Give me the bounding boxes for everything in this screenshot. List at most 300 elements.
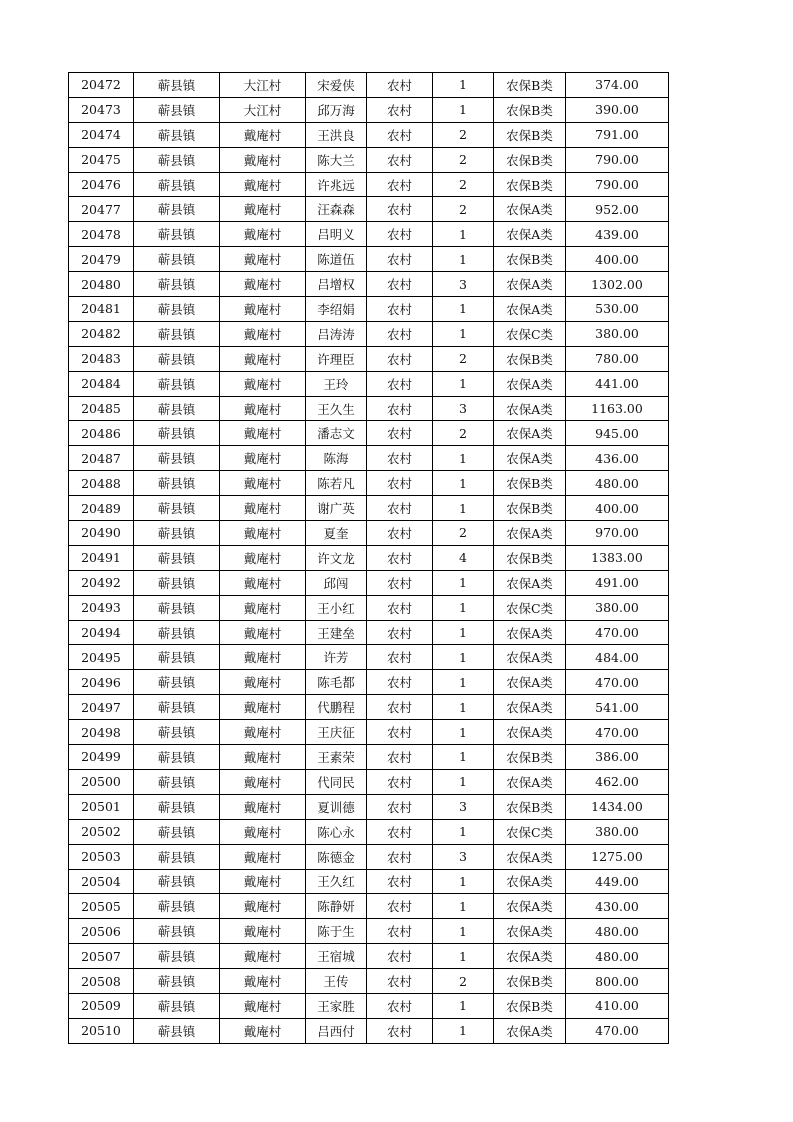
town-cell: 蕲县镇 <box>134 570 220 595</box>
family-size-cell: 1 <box>433 869 494 894</box>
village-cell: 戴庵村 <box>220 371 306 396</box>
record-id-cell: 20507 <box>69 944 134 969</box>
town-cell: 蕲县镇 <box>134 297 220 322</box>
household-type-cell: 农村 <box>367 496 433 521</box>
household-type-cell: 农村 <box>367 670 433 695</box>
village-cell: 戴庵村 <box>220 819 306 844</box>
insurance-category-cell: 农保C类 <box>494 321 566 346</box>
village-cell: 戴庵村 <box>220 272 306 297</box>
amount-cell: 462.00 <box>566 769 669 794</box>
town-cell: 蕲县镇 <box>134 670 220 695</box>
family-size-cell: 2 <box>433 122 494 147</box>
amount-cell: 541.00 <box>566 695 669 720</box>
family-size-cell: 1 <box>433 97 494 122</box>
person-name-cell: 陈毛都 <box>306 670 367 695</box>
table-row <box>69 97 669 122</box>
town-cell: 蕲县镇 <box>134 993 220 1018</box>
village-cell: 戴庵村 <box>220 396 306 421</box>
record-id-cell: 20504 <box>69 869 134 894</box>
person-name-cell: 吕增权 <box>306 272 367 297</box>
village-cell: 戴庵村 <box>220 122 306 147</box>
person-name-cell: 宋爱侠 <box>306 73 367 98</box>
village-cell: 戴庵村 <box>220 446 306 471</box>
table-row <box>69 446 669 471</box>
insurance-category-cell: 农保B类 <box>494 745 566 770</box>
town-cell: 蕲县镇 <box>134 496 220 521</box>
family-size-cell: 1 <box>433 471 494 496</box>
record-id-cell: 20498 <box>69 720 134 745</box>
amount-cell: 791.00 <box>566 122 669 147</box>
person-name-cell: 王洪良 <box>306 122 367 147</box>
family-size-cell: 1 <box>433 371 494 396</box>
insurance-category-cell: 农保B类 <box>494 172 566 197</box>
town-cell: 蕲县镇 <box>134 745 220 770</box>
table-row <box>69 172 669 197</box>
family-size-cell: 1 <box>433 1018 494 1043</box>
table-row <box>69 670 669 695</box>
village-cell: 戴庵村 <box>220 993 306 1018</box>
person-name-cell: 陈大兰 <box>306 147 367 172</box>
town-cell: 蕲县镇 <box>134 545 220 570</box>
amount-cell: 436.00 <box>566 446 669 471</box>
amount-cell: 380.00 <box>566 595 669 620</box>
record-id-cell: 20487 <box>69 446 134 471</box>
insurance-category-cell: 农保A类 <box>494 620 566 645</box>
town-cell: 蕲县镇 <box>134 197 220 222</box>
table-row <box>69 471 669 496</box>
town-cell: 蕲县镇 <box>134 471 220 496</box>
household-type-cell: 农村 <box>367 570 433 595</box>
village-cell: 戴庵村 <box>220 670 306 695</box>
town-cell: 蕲县镇 <box>134 521 220 546</box>
household-type-cell: 农村 <box>367 222 433 247</box>
village-cell: 戴庵村 <box>220 496 306 521</box>
insurance-category-cell: 农保C类 <box>494 819 566 844</box>
town-cell: 蕲县镇 <box>134 321 220 346</box>
person-name-cell: 夏奎 <box>306 521 367 546</box>
family-size-cell: 1 <box>433 919 494 944</box>
household-type-cell: 农村 <box>367 147 433 172</box>
village-cell: 戴庵村 <box>220 545 306 570</box>
insurance-category-cell: 农保A类 <box>494 446 566 471</box>
family-size-cell: 2 <box>433 969 494 994</box>
table-row <box>69 794 669 819</box>
household-type-cell: 农村 <box>367 944 433 969</box>
amount-cell: 470.00 <box>566 670 669 695</box>
village-cell: 戴庵村 <box>220 147 306 172</box>
record-id-cell: 20482 <box>69 321 134 346</box>
amount-cell: 449.00 <box>566 869 669 894</box>
person-name-cell: 邱万海 <box>306 97 367 122</box>
town-cell: 蕲县镇 <box>134 446 220 471</box>
record-id-cell: 20472 <box>69 73 134 98</box>
family-size-cell: 1 <box>433 496 494 521</box>
person-name-cell: 许兆远 <box>306 172 367 197</box>
village-cell: 戴庵村 <box>220 1018 306 1043</box>
insurance-category-cell: 农保A类 <box>494 396 566 421</box>
amount-cell: 945.00 <box>566 421 669 446</box>
table-row <box>69 944 669 969</box>
person-name-cell: 许理臣 <box>306 346 367 371</box>
person-name-cell: 代同民 <box>306 769 367 794</box>
village-cell: 戴庵村 <box>220 421 306 446</box>
amount-cell: 800.00 <box>566 969 669 994</box>
household-type-cell: 农村 <box>367 172 433 197</box>
record-id-cell: 20474 <box>69 122 134 147</box>
person-name-cell: 王久生 <box>306 396 367 421</box>
household-type-cell: 农村 <box>367 197 433 222</box>
person-name-cell: 吕明义 <box>306 222 367 247</box>
table-row <box>69 147 669 172</box>
person-name-cell: 吕涛涛 <box>306 321 367 346</box>
record-id-cell: 20495 <box>69 645 134 670</box>
insurance-category-cell: 农保A类 <box>494 695 566 720</box>
insurance-category-cell: 农保A类 <box>494 371 566 396</box>
town-cell: 蕲县镇 <box>134 695 220 720</box>
insurance-category-cell: 农保A类 <box>494 869 566 894</box>
family-size-cell: 1 <box>433 944 494 969</box>
household-type-cell: 农村 <box>367 894 433 919</box>
insurance-category-cell: 农保B类 <box>494 97 566 122</box>
amount-cell: 1302.00 <box>566 272 669 297</box>
record-id-cell: 20499 <box>69 745 134 770</box>
town-cell: 蕲县镇 <box>134 645 220 670</box>
record-id-cell: 20483 <box>69 346 134 371</box>
amount-cell: 470.00 <box>566 720 669 745</box>
insurance-category-cell: 农保B类 <box>494 993 566 1018</box>
family-size-cell: 2 <box>433 197 494 222</box>
record-id-cell: 20491 <box>69 545 134 570</box>
amount-cell: 1434.00 <box>566 794 669 819</box>
person-name-cell: 王小红 <box>306 595 367 620</box>
household-type-cell: 农村 <box>367 869 433 894</box>
household-type-cell: 农村 <box>367 819 433 844</box>
amount-cell: 400.00 <box>566 496 669 521</box>
table-row <box>69 869 669 894</box>
village-cell: 戴庵村 <box>220 247 306 272</box>
table-row <box>69 222 669 247</box>
person-name-cell: 陈海 <box>306 446 367 471</box>
family-size-cell: 3 <box>433 844 494 869</box>
amount-cell: 470.00 <box>566 620 669 645</box>
table-row <box>69 346 669 371</box>
village-cell: 戴庵村 <box>220 844 306 869</box>
person-name-cell: 李绍娟 <box>306 297 367 322</box>
family-size-cell: 1 <box>433 570 494 595</box>
insurance-category-cell: 农保B类 <box>494 346 566 371</box>
person-name-cell: 代鹏程 <box>306 695 367 720</box>
person-name-cell: 陈心永 <box>306 819 367 844</box>
village-cell: 戴庵村 <box>220 969 306 994</box>
table-row <box>69 421 669 446</box>
person-name-cell: 吕西付 <box>306 1018 367 1043</box>
amount-cell: 386.00 <box>566 745 669 770</box>
table-row <box>69 969 669 994</box>
household-type-cell: 农村 <box>367 446 433 471</box>
amount-cell: 1163.00 <box>566 396 669 421</box>
insurance-category-cell: 农保A类 <box>494 919 566 944</box>
family-size-cell: 1 <box>433 321 494 346</box>
amount-cell: 790.00 <box>566 172 669 197</box>
person-name-cell: 汪森森 <box>306 197 367 222</box>
person-name-cell: 王宿城 <box>306 944 367 969</box>
record-id-cell: 20497 <box>69 695 134 720</box>
record-id-cell: 20473 <box>69 97 134 122</box>
table-row <box>69 745 669 770</box>
family-size-cell: 4 <box>433 545 494 570</box>
record-id-cell: 20493 <box>69 595 134 620</box>
record-id-cell: 20488 <box>69 471 134 496</box>
town-cell: 蕲县镇 <box>134 819 220 844</box>
record-id-cell: 20510 <box>69 1018 134 1043</box>
family-size-cell: 1 <box>433 222 494 247</box>
table-row <box>69 645 669 670</box>
insurance-category-cell: 农保A类 <box>494 844 566 869</box>
table-row <box>69 272 669 297</box>
household-type-cell: 农村 <box>367 73 433 98</box>
household-type-cell: 农村 <box>367 919 433 944</box>
village-cell: 戴庵村 <box>220 321 306 346</box>
household-type-cell: 农村 <box>367 97 433 122</box>
village-cell: 大江村 <box>220 73 306 98</box>
amount-cell: 480.00 <box>566 919 669 944</box>
town-cell: 蕲县镇 <box>134 894 220 919</box>
family-size-cell: 1 <box>433 595 494 620</box>
amount-cell: 484.00 <box>566 645 669 670</box>
town-cell: 蕲县镇 <box>134 844 220 869</box>
village-cell: 戴庵村 <box>220 471 306 496</box>
family-size-cell: 2 <box>433 521 494 546</box>
village-cell: 戴庵村 <box>220 794 306 819</box>
family-size-cell: 1 <box>433 769 494 794</box>
town-cell: 蕲县镇 <box>134 620 220 645</box>
town-cell: 蕲县镇 <box>134 720 220 745</box>
household-type-cell: 农村 <box>367 844 433 869</box>
village-cell: 戴庵村 <box>220 297 306 322</box>
household-type-cell: 农村 <box>367 769 433 794</box>
amount-cell: 780.00 <box>566 346 669 371</box>
amount-cell: 480.00 <box>566 944 669 969</box>
person-name-cell: 谢广英 <box>306 496 367 521</box>
family-size-cell: 1 <box>433 993 494 1018</box>
person-name-cell: 许文龙 <box>306 545 367 570</box>
village-cell: 戴庵村 <box>220 745 306 770</box>
person-name-cell: 潘志文 <box>306 421 367 446</box>
family-size-cell: 1 <box>433 446 494 471</box>
insurance-category-cell: 农保B类 <box>494 247 566 272</box>
person-name-cell: 许芳 <box>306 645 367 670</box>
town-cell: 蕲县镇 <box>134 147 220 172</box>
amount-cell: 400.00 <box>566 247 669 272</box>
table-row <box>69 595 669 620</box>
person-name-cell: 王庆征 <box>306 720 367 745</box>
person-name-cell: 王玲 <box>306 371 367 396</box>
family-size-cell: 3 <box>433 396 494 421</box>
amount-cell: 410.00 <box>566 993 669 1018</box>
table-row <box>69 545 669 570</box>
family-size-cell: 3 <box>433 272 494 297</box>
family-size-cell: 1 <box>433 620 494 645</box>
table-row <box>69 844 669 869</box>
table-body <box>69 73 669 1044</box>
town-cell: 蕲县镇 <box>134 222 220 247</box>
village-cell: 戴庵村 <box>220 197 306 222</box>
record-id-cell: 20502 <box>69 819 134 844</box>
village-cell: 戴庵村 <box>220 919 306 944</box>
insurance-category-cell: 农保A类 <box>494 570 566 595</box>
table-row <box>69 73 669 98</box>
town-cell: 蕲县镇 <box>134 97 220 122</box>
record-id-cell: 20509 <box>69 993 134 1018</box>
person-name-cell: 邱闯 <box>306 570 367 595</box>
table-row <box>69 197 669 222</box>
record-id-cell: 20489 <box>69 496 134 521</box>
village-cell: 戴庵村 <box>220 595 306 620</box>
amount-cell: 1383.00 <box>566 545 669 570</box>
insurance-category-cell: 农保B类 <box>494 969 566 994</box>
table-row <box>69 919 669 944</box>
family-size-cell: 2 <box>433 421 494 446</box>
household-type-cell: 农村 <box>367 595 433 620</box>
table-row <box>69 247 669 272</box>
town-cell: 蕲县镇 <box>134 969 220 994</box>
person-name-cell: 陈若凡 <box>306 471 367 496</box>
household-type-cell: 农村 <box>367 794 433 819</box>
amount-cell: 439.00 <box>566 222 669 247</box>
person-name-cell: 陈静妍 <box>306 894 367 919</box>
amount-cell: 530.00 <box>566 297 669 322</box>
record-id-cell: 20500 <box>69 769 134 794</box>
record-id-cell: 20486 <box>69 421 134 446</box>
data-table <box>68 72 669 1044</box>
amount-cell: 430.00 <box>566 894 669 919</box>
family-size-cell: 1 <box>433 819 494 844</box>
table-row <box>69 695 669 720</box>
town-cell: 蕲县镇 <box>134 346 220 371</box>
insurance-category-cell: 农保A类 <box>494 1018 566 1043</box>
insurance-category-cell: 农保A类 <box>494 272 566 297</box>
household-type-cell: 农村 <box>367 471 433 496</box>
amount-cell: 1275.00 <box>566 844 669 869</box>
amount-cell: 441.00 <box>566 371 669 396</box>
family-size-cell: 2 <box>433 147 494 172</box>
town-cell: 蕲县镇 <box>134 396 220 421</box>
town-cell: 蕲县镇 <box>134 595 220 620</box>
table-row <box>69 993 669 1018</box>
record-id-cell: 20506 <box>69 919 134 944</box>
amount-cell: 491.00 <box>566 570 669 595</box>
household-type-cell: 农村 <box>367 695 433 720</box>
table-row <box>69 297 669 322</box>
insurance-category-cell: 农保A类 <box>494 645 566 670</box>
insurance-category-cell: 农保B类 <box>494 545 566 570</box>
household-type-cell: 农村 <box>367 371 433 396</box>
record-id-cell: 20490 <box>69 521 134 546</box>
insurance-category-cell: 农保A类 <box>494 720 566 745</box>
family-size-cell: 3 <box>433 794 494 819</box>
town-cell: 蕲县镇 <box>134 944 220 969</box>
insurance-category-cell: 农保B类 <box>494 147 566 172</box>
person-name-cell: 王家胜 <box>306 993 367 1018</box>
insurance-category-cell: 农保A类 <box>494 944 566 969</box>
family-size-cell: 1 <box>433 645 494 670</box>
family-size-cell: 1 <box>433 670 494 695</box>
table-row <box>69 894 669 919</box>
household-type-cell: 农村 <box>367 396 433 421</box>
record-id-cell: 20492 <box>69 570 134 595</box>
town-cell: 蕲县镇 <box>134 172 220 197</box>
amount-cell: 970.00 <box>566 521 669 546</box>
village-cell: 戴庵村 <box>220 521 306 546</box>
town-cell: 蕲县镇 <box>134 247 220 272</box>
person-name-cell: 王建垒 <box>306 620 367 645</box>
insurance-category-cell: 农保A类 <box>494 222 566 247</box>
village-cell: 戴庵村 <box>220 620 306 645</box>
amount-cell: 380.00 <box>566 321 669 346</box>
town-cell: 蕲县镇 <box>134 122 220 147</box>
household-type-cell: 农村 <box>367 272 433 297</box>
person-name-cell: 王久红 <box>306 869 367 894</box>
record-id-cell: 20480 <box>69 272 134 297</box>
household-type-cell: 农村 <box>367 321 433 346</box>
record-id-cell: 20477 <box>69 197 134 222</box>
family-size-cell: 1 <box>433 894 494 919</box>
table-row <box>69 321 669 346</box>
record-id-cell: 20505 <box>69 894 134 919</box>
insurance-category-cell: 农保A类 <box>494 769 566 794</box>
insurance-category-cell: 农保B类 <box>494 73 566 98</box>
family-size-cell: 1 <box>433 73 494 98</box>
record-id-cell: 20478 <box>69 222 134 247</box>
table-row <box>69 396 669 421</box>
village-cell: 戴庵村 <box>220 645 306 670</box>
household-type-cell: 农村 <box>367 421 433 446</box>
household-type-cell: 农村 <box>367 545 433 570</box>
record-id-cell: 20494 <box>69 620 134 645</box>
person-name-cell: 陈道伍 <box>306 247 367 272</box>
family-size-cell: 1 <box>433 247 494 272</box>
amount-cell: 952.00 <box>566 197 669 222</box>
person-name-cell: 夏训德 <box>306 794 367 819</box>
household-type-cell: 农村 <box>367 297 433 322</box>
amount-cell: 790.00 <box>566 147 669 172</box>
amount-cell: 374.00 <box>566 73 669 98</box>
record-id-cell: 20501 <box>69 794 134 819</box>
amount-cell: 470.00 <box>566 1018 669 1043</box>
household-type-cell: 农村 <box>367 645 433 670</box>
table-row <box>69 620 669 645</box>
village-cell: 戴庵村 <box>220 172 306 197</box>
table-row <box>69 521 669 546</box>
town-cell: 蕲县镇 <box>134 794 220 819</box>
person-name-cell: 陈于生 <box>306 919 367 944</box>
town-cell: 蕲县镇 <box>134 73 220 98</box>
insurance-category-cell: 农保B类 <box>494 122 566 147</box>
household-type-cell: 农村 <box>367 1018 433 1043</box>
amount-cell: 480.00 <box>566 471 669 496</box>
table-row <box>69 371 669 396</box>
village-cell: 戴庵村 <box>220 346 306 371</box>
person-name-cell: 王素荣 <box>306 745 367 770</box>
household-type-cell: 农村 <box>367 346 433 371</box>
village-cell: 戴庵村 <box>220 769 306 794</box>
family-size-cell: 1 <box>433 297 494 322</box>
family-size-cell: 2 <box>433 346 494 371</box>
record-id-cell: 20476 <box>69 172 134 197</box>
household-type-cell: 农村 <box>367 720 433 745</box>
town-cell: 蕲县镇 <box>134 869 220 894</box>
family-size-cell: 2 <box>433 172 494 197</box>
